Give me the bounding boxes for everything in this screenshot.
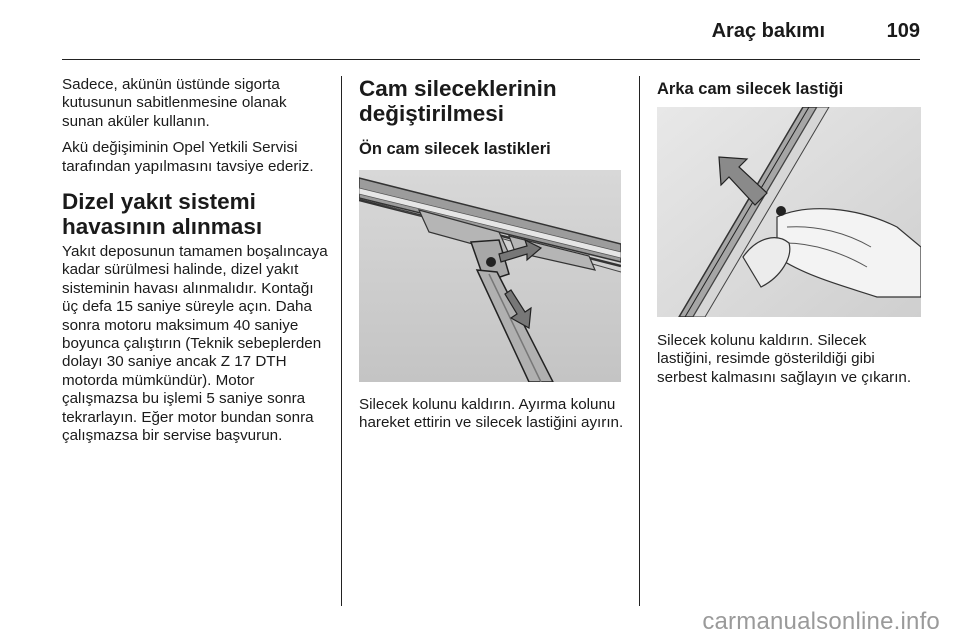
- column-left: [62, 76, 332, 446]
- front-wiper-caption-block: [359, 396, 624, 433]
- section-title: Araç bakımı: [711, 20, 825, 42]
- rear-wiper-caption-block: [657, 332, 922, 387]
- column-divider-1: [341, 76, 342, 606]
- battery-service-note: Akü değişiminin Opel Yetkili Servisi tarafından yapılmasını tavsiye ederiz.: [62, 139, 314, 175]
- wiper-replacement-heading: Cam sileceklerinin değiştirilmesi: [359, 76, 557, 126]
- header-divider: [62, 59, 920, 60]
- battery-note: Sadece, akünün üstünde sigorta kutusunun sabitlenmesine olanak sunan aküler kullanın.: [62, 76, 287, 130]
- diesel-bleeding-heading: Dizel yakıt sistemi havasının alınması: [62, 189, 263, 240]
- column-middle: [359, 76, 624, 159]
- watermark: carmanualsonline.info: [702, 608, 940, 635]
- page-header: [62, 18, 920, 52]
- rear-wiper-caption: Silecek kolunu kaldırın. Silecek lastiğini, resimde gösterildiği gibi serbest kalmasını sağlayın ve çıkarın.: [657, 332, 912, 386]
- column-divider-2: [639, 76, 640, 606]
- rear-wiper-illustration: [657, 107, 921, 317]
- front-wiper-subheading: Ön cam silecek lastikleri: [359, 140, 551, 158]
- diesel-bleeding-text: Yakıt deposunun tamamen boşalıncaya kadar sürülmesi halinde, dizel yakıt sisteminin havası alınmalıdır. Kontağı üç defa 15 saniye süreyle açın. Daha sonra motoru maksimum 40 saniye boyunca çalıştırın (Teknik sebeplerden dolayı 30 saniye ancak Z 17 DTH motorda mümkündür). Motor çalışmazsa bu işlemi 5 saniye sonra tekrarlayın. Eğer motor bundan sonra çalışmazsa bir servise başvurun.: [62, 243, 328, 445]
- column-right: [657, 76, 922, 99]
- page-number: 109: [886, 20, 920, 42]
- front-wiper-illustration: [359, 170, 621, 382]
- rear-wiper-subheading: Arka cam silecek lastiği: [657, 80, 844, 98]
- front-wiper-caption: Silecek kolunu kaldırın. Ayırma kolunu hareket ettirin ve silecek lastiğini ayırın.: [359, 396, 624, 432]
